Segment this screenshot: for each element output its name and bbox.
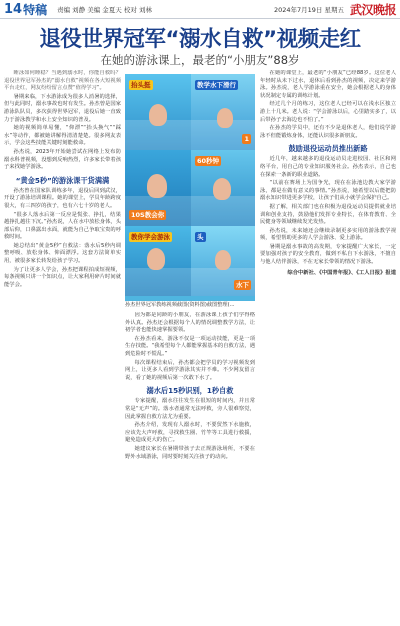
section-heading: “黄金5秒”的游泳课干货满满: [15, 175, 110, 185]
article-paragraph: 她建议家长在暑期带孩子去正规游泳场所，不要在野外水域游泳，同时要时刻关注孩子的动向。: [125, 445, 255, 460]
photo-caption: 教你学会游泳: [131, 233, 170, 241]
article-paragraph: 据了解，相关部门也在积极为退役运动员提供就业培训和创业支持，鼓励他们发挥专业特长，在体育教育、全民健身等领域继续发光发热。: [260, 203, 396, 226]
staff-credits: 责编 刘静 美编 金夏天 校对 刘林: [57, 5, 152, 14]
video-screenshot-collage: [125, 74, 255, 301]
article-paragraph: 专家提醒，溺水往往发生在很短的时间内，并且常常是“无声”的。落水者通常无法呼救，旁人很难察觉，因此掌握自救方法尤为重要。: [125, 398, 255, 420]
article-lead: 睡泳如何睡稳？当遇到溺水时，你能自救吗？退役世界冠军孙杰的“溺水自救”视频在各大短视频平台走红，网友纷纷留言点赞“值得学习”。: [4, 70, 121, 92]
photo-tile: [125, 226, 191, 296]
issue-date: 2024年7月19日 星期五: [273, 5, 344, 14]
photo-caption: 60秒钟: [197, 157, 220, 165]
headline: 退役世界冠军“溺水自救”视频走红: [39, 27, 361, 52]
photo-caption: 教学水下滑行: [197, 81, 236, 89]
article-column-right: [260, 70, 396, 618]
article-paragraph: 孙杰说，未来她还会继续录制更多实用的游泳教学视频，希望帮助更多的人学会游泳、爱上游泳。: [260, 227, 396, 242]
masthead: [0, 0, 400, 19]
article-paragraph: 她的视频简单易懂，“仰漂”“抬头换气”“踩水”等动作，都被她讲解得清清楚楚。很多网友表示，学会这些技能关键时刻能救命。: [4, 125, 121, 147]
article-paragraph: 在孙杰的学员中，还有不少是退休老人，他们说学游泳不但能锻炼身体，还能认识很多新朋友。: [260, 125, 396, 139]
photo-caption: 抬头挺: [131, 81, 151, 89]
source-credit: 综合中新社、《中国青年报》、《工人日报》报道: [287, 269, 396, 276]
section-heading: 溺水后15秒识别，1秒自救: [146, 386, 234, 396]
article-paragraph: 暑期是溺水事故的高发期，专家提醒广大家长，一定要加强对孩子的安全教育，做到不私自下水游泳，不擅自与他人结伴游泳，不在无家长带领的情况下游泳。: [260, 243, 396, 266]
photo-caption: 头: [197, 233, 204, 241]
photo-tile: [191, 226, 255, 296]
article-paragraph: 近几年，越来越多的退役运动员走进校园、社区和网络平台，用自己的专业知识服务社会。孙杰表示，自己也在探索一条新的职业道路。: [260, 156, 396, 178]
photo-caption: 10S教会你: [131, 211, 165, 219]
article-paragraph: 在孙杰看来，游泳不仅是一项运动技能，更是一项生存技能。“我希望每个人都能掌握基本的自救方法，遇到危险时不慌乱。”: [125, 335, 255, 357]
article-paragraph: 暑期来临，下水游泳成为很多人消暑的选择，但与此同时，溺水事故也时有发生。孙杰曾是国家游泳队队员，多次获得世界冠军，退役后她一直致力于游泳教学和水上安全知识的普及。: [4, 93, 121, 123]
column-title: 特稿: [23, 2, 48, 17]
photo-caption: 水下: [236, 281, 249, 289]
photo-tile: [125, 74, 191, 150]
photo-tile: [125, 150, 191, 226]
article-paragraph: 她总结出“黄金5秒”自救法：落水后5秒内调整呼吸、放松身体、仰面漂浮。这套方法简单实用，被很多家长转发给孩子学习。: [4, 242, 121, 265]
article-column-left: [4, 70, 121, 618]
article-paragraph: “很多人落水后第一反应是慌张、挣扎，结果越挣扎越往下沉。”孙杰说，人在水中放松身体，头部后仰，口鼻露出水面，就能为自己争取宝贵的呼救时间。: [4, 211, 121, 241]
page-number: 14: [4, 1, 23, 17]
article-paragraph: 因为都是同龄的小朋友，在游泳课上孩子们学得格外认真。孙杰还会根据每个人的情况调整教学方法，让初学者也能快速掌握要领。: [125, 312, 255, 334]
article-paragraph: 孙杰介绍，发现有人溺水时，不要贸然下水施救，应该先大声呼救，寻找救生圈、竹竿等工具进行救援，避免造成更大的伤亡。: [125, 422, 255, 444]
article-paragraph: 孙杰说，2023年开始她尝试在网络上发布防溺水科普视频，没想到反响热烈，许多家长带着孩子来找她学游泳。: [4, 148, 121, 171]
photo-caption: 1: [244, 135, 249, 143]
article-paragraph: 每次课程结束后，孙杰都会把学员的学习视频发到网上，让更多人看到学游泳其实并不难。不少网友留言说，看了她的视频后第一次敢下水了。: [125, 359, 255, 381]
article-paragraph: 为了让更多人学会，孙杰把课程拍成短视频，每条视频只讲一个知识点，让大家利用碎片时间就能学会。: [4, 266, 121, 288]
photo-credit-caption: 孙杰世界冠军教练视频截图(资料图)截图整理(...: [125, 302, 235, 308]
article-column-middle: [125, 312, 255, 618]
article-paragraph: 孙杰曾在国家队训练多年，退役后回到武汉，开设了游泳培训课程。她的课堂上，学员年龄跨度很大，有三四岁的孩子，也有六七十岁的老人。: [4, 187, 121, 209]
article-paragraph: “以前在赛场上为国争光，现在在泳池边教大家学游泳，都是在做有意义的事情。”孙杰说，她希望以后能把防溺水知识带进更多学校，让孩子们从小就学会保护自己。: [260, 180, 396, 202]
article-paragraph: 在她的课堂上，最老的“小朋友”已经88岁。这位老人年轻时从未下过水，退休后看到孙杰的视频，决定来学游泳。孙杰说，老人学游泳重在安全，她会根据老人的身体状况制定专属的训练计划。: [260, 70, 396, 99]
section-heading: 鼓励退役运动员推出新路: [288, 144, 368, 154]
newspaper-logo: 武汉晚报: [349, 2, 396, 17]
photo-tile: [191, 150, 255, 226]
photo-tile: [191, 74, 255, 150]
subheadline: 在她的游泳课上，最老的“小朋友”88岁: [100, 53, 300, 67]
article-paragraph: 经过几个月的练习，这位老人已经可以在浅水区独立游上十几米。老人说：“学会游泳以后，心里踏实多了，以后带孙子去海边也不怕了。”: [260, 101, 396, 123]
